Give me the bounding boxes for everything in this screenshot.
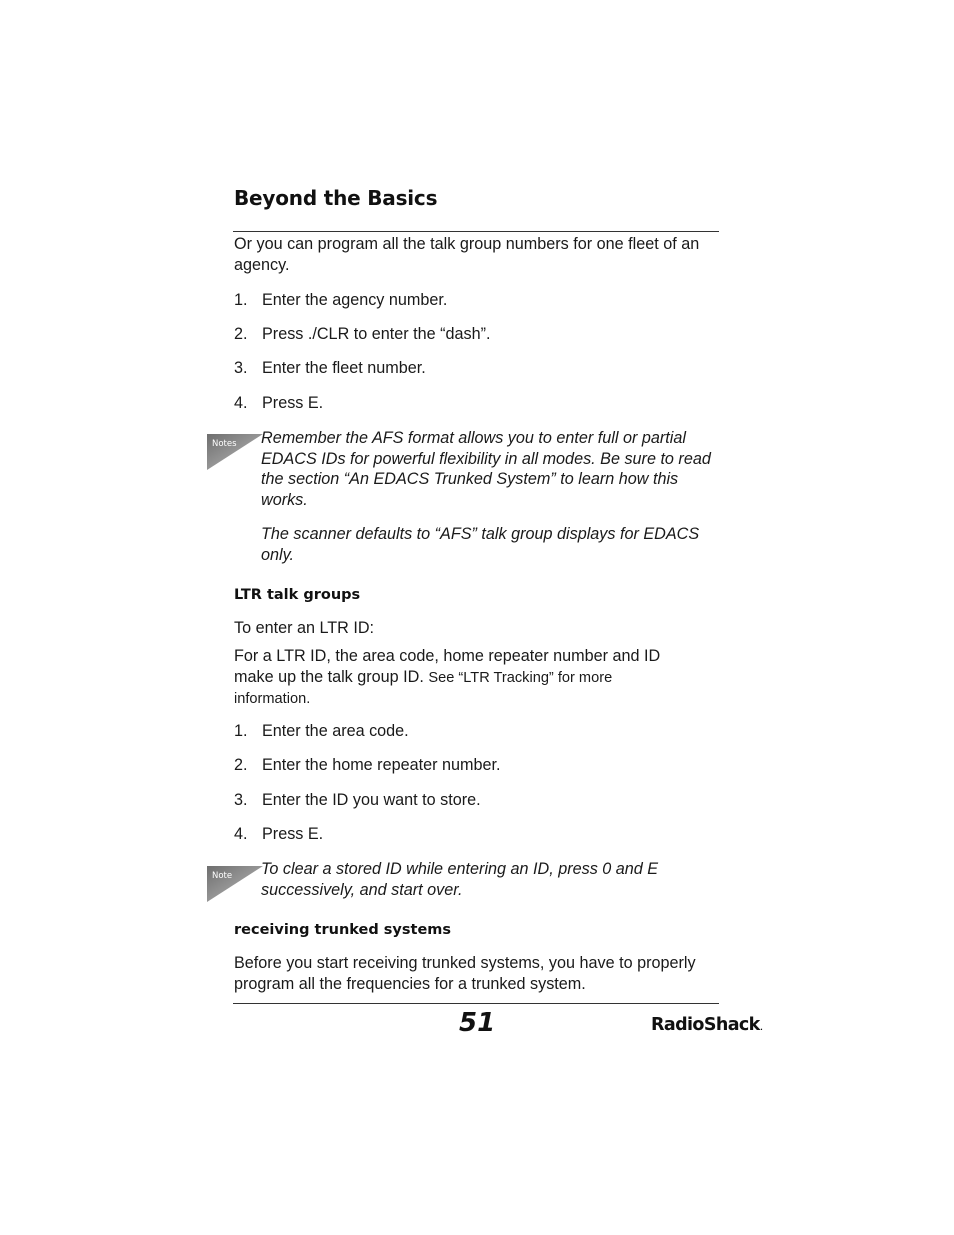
step-number: 2. <box>234 756 248 774</box>
step-number: 2. <box>234 325 248 343</box>
ltr-step-3 <box>234 790 481 810</box>
ltr-step-1 <box>234 721 409 741</box>
step-text: Enter the agency number. <box>262 291 448 309</box>
brand-name: RadioShack <box>651 1015 760 1035</box>
step-text: Press ./CLR to enter the “dash”. <box>262 325 491 343</box>
ltr-body-main: For a LTR ID, the area code, home repeater number and ID make up the talk group ID. <box>234 647 661 686</box>
note-paragraph-3: To clear a stored ID while entering an ID, press 0 and E successively, and start over. <box>261 860 659 899</box>
step-text: Press E. <box>262 825 324 843</box>
brand-suffix: . <box>759 1020 764 1033</box>
fleet-step-2 <box>234 324 491 344</box>
top-rule <box>233 231 719 232</box>
step-number: 4. <box>234 825 248 843</box>
ltr-body <box>234 646 684 710</box>
note-paragraph-1: Remember the AFS format allows you to enter full or partial EDACS IDs for powerful flexibility in all modes. Be sure to read the section “An EDACS Trunked System” to learn how this works. <box>261 429 711 509</box>
ltr-body-reference: See “LTR Tracking” for more information. <box>234 669 613 707</box>
receiving-heading: receiving trunked systems <box>234 922 452 938</box>
ltr-lead: To enter an LTR ID: <box>234 619 375 637</box>
note-badge-label: Note <box>212 871 233 881</box>
note-paragraph-2: The scanner defaults to “AFS” talk group displays for EDACS only. <box>261 525 700 564</box>
step-number: 4. <box>234 394 248 412</box>
step-number: 1. <box>234 722 248 740</box>
notes-badge-label: Notes <box>212 439 237 449</box>
brand-logo <box>651 1015 763 1035</box>
step-text: Enter the ID you want to store. <box>262 791 481 809</box>
bottom-rule <box>233 1003 719 1004</box>
receiving-body: Before you start receiving trunked systems, you have to properly program all the frequencies for a trunked system. <box>234 954 696 993</box>
notes-badge-icon <box>207 434 263 470</box>
note-badge-icon <box>207 866 263 902</box>
step-number: 3. <box>234 359 248 377</box>
step-number: 1. <box>234 291 248 309</box>
fleet-step-3 <box>234 358 426 378</box>
intro-paragraph: Or you can program all the talk group numbers for one fleet of an agency. <box>234 235 700 274</box>
fleet-step-1 <box>234 290 447 310</box>
step-text: Enter the home repeater number. <box>262 756 501 774</box>
section-title: Beyond the Basics <box>234 186 438 210</box>
ltr-step-4 <box>234 824 323 844</box>
fleet-step-4 <box>234 393 323 413</box>
page-number: 51 <box>459 1008 496 1038</box>
step-text: Enter the fleet number. <box>262 359 426 377</box>
ltr-step-2 <box>234 755 500 775</box>
step-text: Press E. <box>262 394 324 412</box>
step-text: Enter the area code. <box>262 722 409 740</box>
ltr-heading: LTR talk groups <box>234 587 361 603</box>
step-number: 3. <box>234 791 248 809</box>
